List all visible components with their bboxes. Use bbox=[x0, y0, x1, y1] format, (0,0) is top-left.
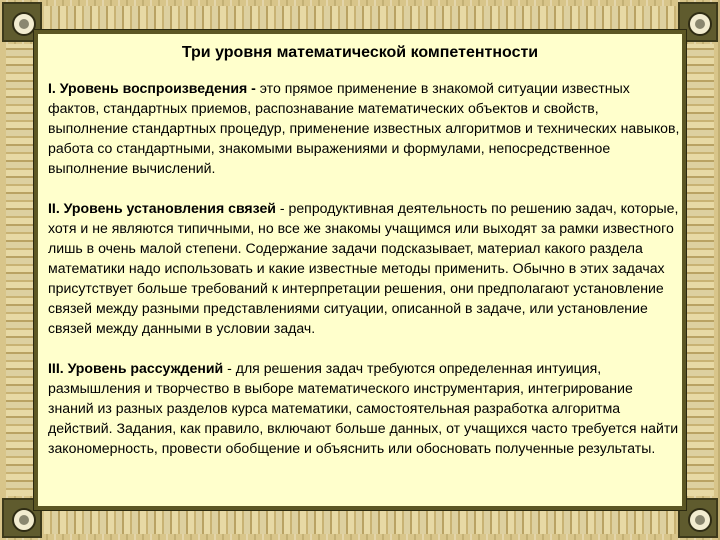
corner-ring-icon bbox=[12, 12, 36, 36]
corner-dot bbox=[19, 515, 29, 525]
corner-ring-icon bbox=[12, 508, 36, 532]
slide-body bbox=[48, 78, 680, 458]
paragraph-heading: II. Уровень установления связей bbox=[48, 200, 276, 216]
paragraph-level-1 bbox=[48, 78, 680, 178]
paragraph-heading: I. Уровень воспроизведения - bbox=[48, 80, 260, 96]
paragraph-heading: III. Уровень рассуждений bbox=[48, 360, 224, 376]
frame-band-left bbox=[6, 44, 34, 496]
content-panel bbox=[34, 30, 686, 510]
corner-dot bbox=[695, 515, 705, 525]
corner-dot bbox=[695, 19, 705, 29]
frame-band-right bbox=[686, 44, 714, 496]
paragraph-level-2 bbox=[48, 198, 680, 338]
frame-band-bottom bbox=[44, 506, 676, 534]
paragraph-text: - репродуктивная деятельность по решению задач, которые, хотя и не являются типичными, но все же знакомы учащимся или выходят за рамки известного лишь в очень малой степени. Содержание задачи подсказывает, материал какого раздела математики надо использовать и какие известные методы применить. Обычно в этих задачах присутствует больше требований к интерпретации решения, они предполагают установление связей между разными представлениями ситуации, описанной в задаче, или установление связей между данными в условии задач. bbox=[48, 200, 679, 336]
corner-ring-icon bbox=[688, 508, 712, 532]
paragraph-text: это прямое применение в знакомой ситуации известных фактов, стандартных приемов, распознавание математических объектов и свойств, выполнение стандартных процедур, применение известных алгоритмов и технических навыков, работа со стандартными, знакомыми выражениями и формулами, непосредственное выполнение вычислений. bbox=[48, 80, 680, 176]
paragraph-text: - для решения задач требуются определенная интуиция, размышления и творчество в выборе математического инструментария, интегрирование знаний из разных разделов курса математики, самостоятельная разработка алгоритма действий. Задания, как правило, включают больше данных, от учащихся часто требуется найти закономерность, провести обобщение и объяснить или обосновать полученные результаты. bbox=[48, 360, 679, 456]
corner-ring-icon bbox=[688, 12, 712, 36]
paragraph-level-3 bbox=[48, 358, 680, 458]
slide-title: Три уровня математической компетентности bbox=[181, 44, 539, 61]
corner-dot bbox=[19, 19, 29, 29]
